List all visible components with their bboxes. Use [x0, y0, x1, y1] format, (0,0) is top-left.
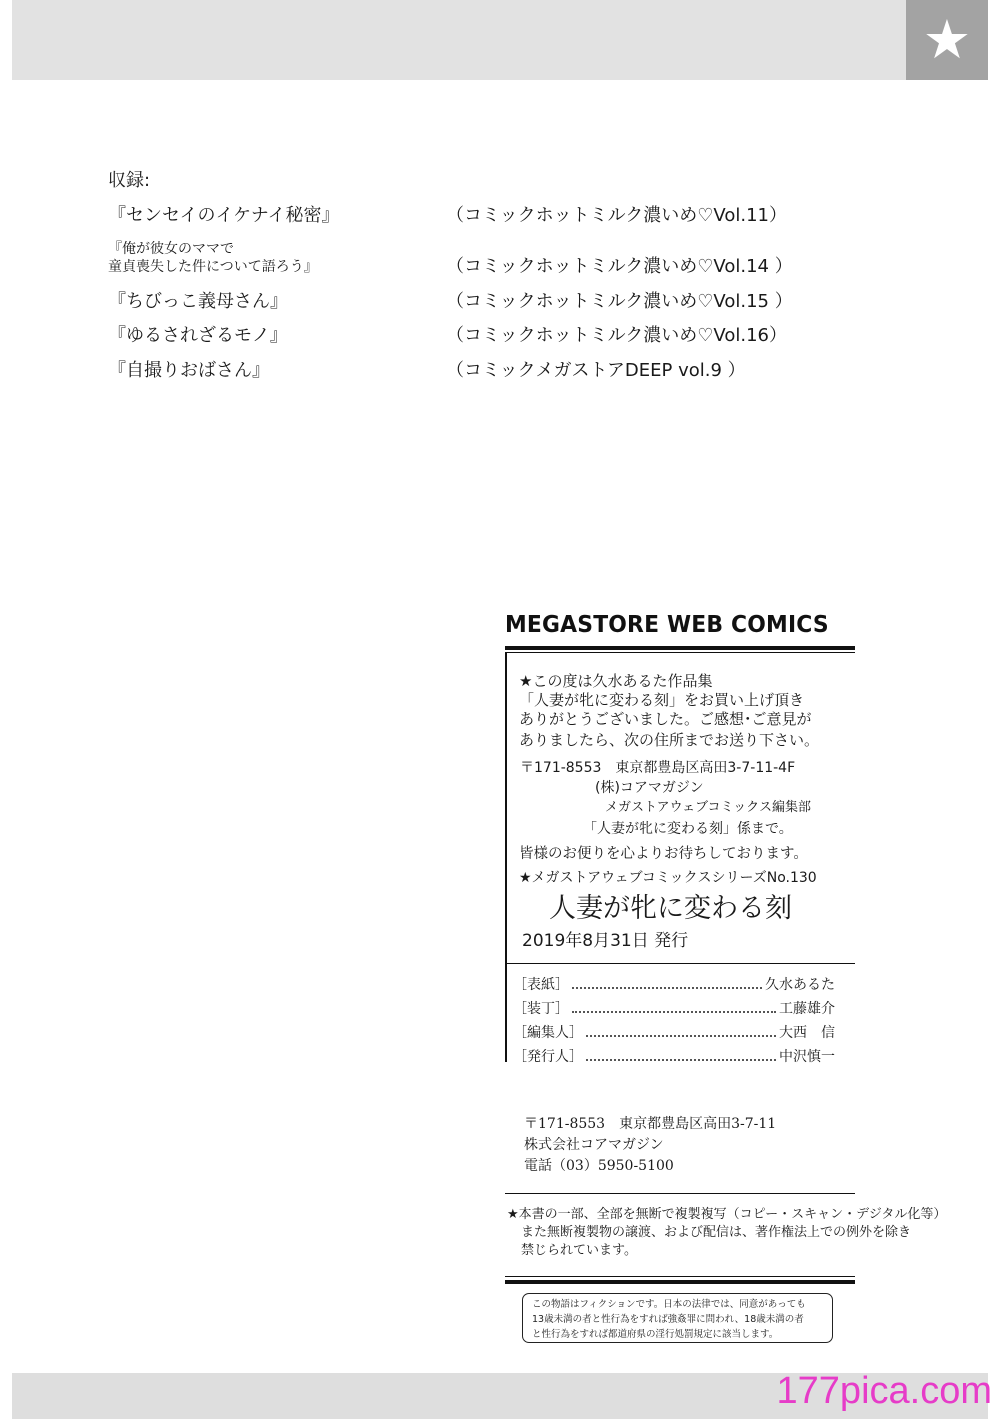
star-icon: ★: [906, 0, 988, 80]
contents-title: 『センセイのイケナイ秘密』: [108, 205, 340, 226]
credit-role: ［編集人］: [513, 1025, 583, 1041]
copyright-line: 禁じられています。: [521, 1243, 637, 1258]
leader-dots: [572, 998, 776, 1013]
credit-role: ［表紙］: [513, 977, 569, 993]
leader-dots: [586, 1046, 776, 1061]
copyright-line: また無断複製物の譲渡、および配信は、著作権法上での例外を除き: [521, 1225, 912, 1240]
credit-row: [513, 974, 835, 996]
mail-address: 〒171-8553 東京都豊島区高田3-7-11-4F: [520, 760, 796, 776]
credit-name: 中沢慎一: [779, 1049, 835, 1065]
brand-logo: MEGASTORE WEB COMICS: [505, 612, 829, 638]
publisher-address: 〒171-8553 東京都豊島区高田3-7-11: [524, 1116, 777, 1132]
credit-row: [513, 1022, 835, 1044]
header-bar: [12, 0, 906, 80]
contents-source: （コミックホットミルク濃いめ♡Vol.15 ）: [446, 291, 793, 312]
credit-name: 工藤雄介: [779, 1001, 835, 1017]
bottom-rule-thin: [505, 1276, 855, 1277]
closing-message: 皆様のお便りを心よりお待ちしております。: [519, 846, 808, 862]
bottom-rule: [505, 1280, 855, 1284]
copyright-line: ★本書の一部、全部を無断で複製複写（コピー・スキャン・デジタル化等）: [507, 1207, 947, 1222]
contents-source: （コミックホットミルク濃いめ♡Vol.16）: [446, 325, 787, 346]
contents-title-line: 童貞喪失した件について語ろう』: [108, 259, 318, 275]
contents-source: （コミックホットミルク濃いめ♡Vol.14 ）: [446, 256, 793, 277]
contents-title: 『ゆるされざるモノ』: [108, 325, 288, 346]
contents-title: [108, 240, 318, 276]
brand-rule-thin: [505, 652, 855, 653]
message-line: ありましたら、次の住所までお送り下さい。: [519, 731, 820, 749]
mail-department: メガストアウェブコミックス編集部: [605, 800, 812, 815]
credit-name: 久水あるた: [765, 977, 835, 993]
series-label: ★メガストアウェブコミックスシリーズNo.130: [519, 870, 817, 886]
credit-role: ［装丁］: [513, 1001, 569, 1017]
message-line: 「人妻が牝に変わる刻」をお買い上げ頂き: [519, 691, 805, 709]
credit-role: ［発行人］: [513, 1049, 583, 1065]
leader-dots: [586, 1022, 776, 1037]
message-line: ありがとうございました。ご感想･ご意見が: [519, 710, 812, 728]
contents-title-line: 『俺が彼女のママで: [108, 241, 234, 257]
brand-rule: [505, 646, 855, 650]
credit-row: [513, 998, 835, 1020]
book-title: 人妻が牝に変わる刻: [549, 893, 792, 924]
contents-title: 『自撮りおばさん』: [108, 360, 270, 381]
copyright-rule: [505, 1193, 855, 1194]
credit-row: [513, 1046, 835, 1068]
contents-source: （コミックメガストアDEEP vol.9 ）: [446, 360, 746, 381]
colophon-left-rule: [505, 652, 507, 1062]
contents-heading: 収録:: [108, 170, 151, 191]
fiction-notice-line: 13歳未満の者と性行為をすれば強姦罪に問われ、18歳未満の者: [532, 1314, 804, 1325]
credit-name: 大西 信: [779, 1025, 835, 1041]
message-line: ★この度は久水あるた作品集: [519, 672, 713, 690]
contents-title: 『ちびっこ義母さん』: [108, 291, 288, 312]
fiction-notice-line: この物語はフィクションです。日本の法律では、同意があっても: [532, 1299, 806, 1310]
publisher-company: 株式会社コアマガジン: [524, 1137, 664, 1153]
contents-source: （コミックホットミルク濃いめ♡Vol.11）: [446, 205, 787, 226]
fiction-notice: [522, 1293, 833, 1343]
credits-rule: [505, 963, 855, 964]
publication-date: 2019年8月31日 発行: [522, 931, 689, 951]
publisher-phone: 電話（03）5950-5100: [524, 1158, 674, 1174]
leader-dots: [572, 974, 762, 989]
fiction-notice-line: と性行為をすれば都道府県の淫行処罰規定に該当します。: [532, 1329, 779, 1340]
site-watermark: 177pica.com: [776, 1370, 992, 1412]
mail-attention: 「人妻が牝に変わる刻」係まで。: [583, 821, 793, 837]
mail-company: (株)コアマガジン: [595, 780, 704, 796]
